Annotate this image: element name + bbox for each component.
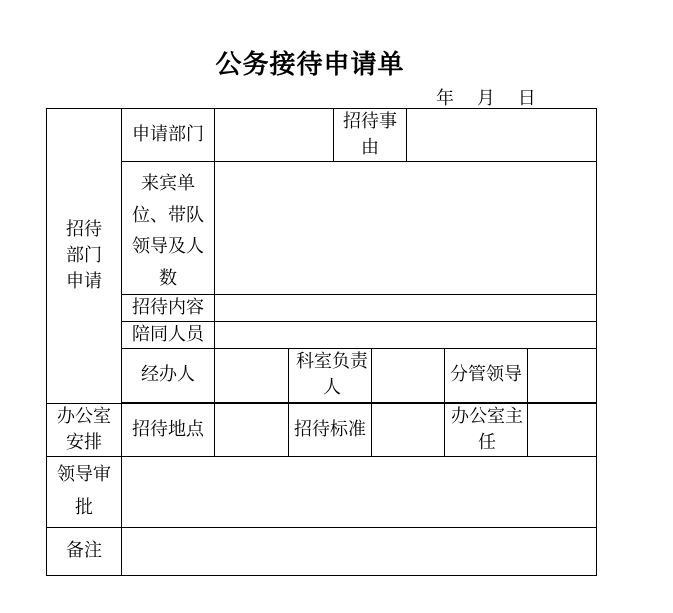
section-head-label: 科室负责人: [289, 349, 372, 402]
reception-application-form: [46, 108, 597, 576]
office-director-field[interactable]: [528, 403, 597, 456]
section-office-label: 办公室安排: [47, 403, 122, 456]
leader-approval-field[interactable]: [122, 456, 597, 527]
applying-department-field[interactable]: [215, 109, 334, 162]
handler-label: 经办人: [122, 349, 215, 402]
reception-standard-label: 招待标准: [289, 403, 372, 456]
reception-standard-field[interactable]: [372, 403, 445, 456]
section-department-label: 招待部门申请: [47, 109, 122, 404]
reception-reason-label: 招待事由: [334, 109, 407, 162]
document-title: 公务接待申请单: [215, 50, 405, 80]
accompanying-staff-field[interactable]: [215, 322, 597, 349]
accompanying-staff-label: 陪同人员: [122, 322, 215, 349]
location-label: 招待地点: [122, 403, 215, 456]
guest-unit-field[interactable]: [215, 162, 597, 295]
leader-approval-label: 领导审批: [47, 456, 122, 527]
office-director-label: 办公室主任: [445, 403, 528, 456]
guest-unit-label: 来宾单位、带队领导及人数: [122, 162, 215, 295]
remarks-field[interactable]: [122, 527, 597, 575]
section-head-field[interactable]: [372, 349, 445, 402]
remarks-label: 备注: [47, 527, 122, 575]
date-line: 年 月 日: [436, 88, 536, 109]
supervising-leader-field[interactable]: [528, 349, 597, 402]
location-field[interactable]: [215, 403, 289, 456]
supervising-leader-label: 分管领导: [445, 349, 528, 402]
reception-reason-field[interactable]: [407, 109, 597, 162]
handler-field[interactable]: [215, 349, 289, 402]
reception-content-label: 招待内容: [122, 295, 215, 322]
applying-department-label: 申请部门: [122, 109, 215, 162]
reception-content-field[interactable]: [215, 295, 597, 322]
